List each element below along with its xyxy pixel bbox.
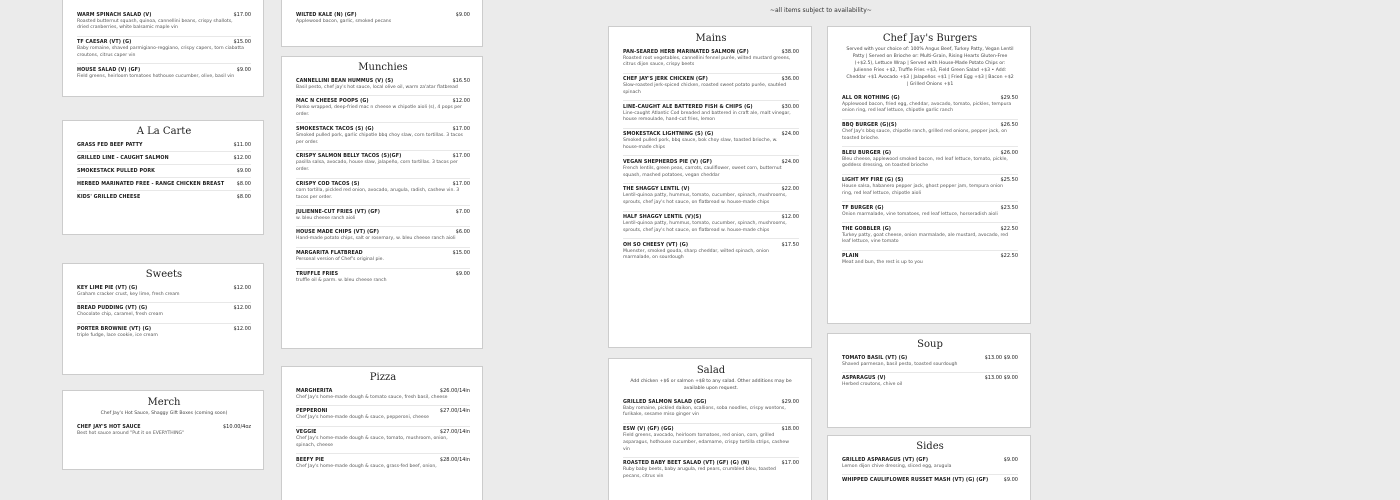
menu-item xyxy=(842,373,1018,393)
item-name: HERBED MARINATED FREE - RANGE CHICKEN BREAST xyxy=(77,181,225,187)
item-price: $16.50 xyxy=(452,77,470,84)
item-description: pasilla salsa, avocado, house slaw, jalapeño, corn tortillas. 3 tacos per order. xyxy=(296,160,458,173)
item-price: $9.00 xyxy=(236,66,251,73)
item-price: $12.00 xyxy=(233,154,251,161)
section-title: Sweets xyxy=(145,269,183,280)
menu-item xyxy=(623,129,799,157)
item-name: GRILLED ASPARAGUS (VT) (GF) xyxy=(842,457,929,463)
item-price: $13.00 $9.00 xyxy=(984,354,1018,361)
item-description: Lentil-quinoa patty, hummus, tomato, cucumber, spinach, mushrooms, sprouts, chef jay's hot sauce, on flatbread w. house-made chips xyxy=(623,193,787,206)
item-price: $28.00/14in xyxy=(439,456,470,463)
item-price: $26.00/14in xyxy=(439,387,470,394)
section-intro: Chef Jay's Hot Sauce, Shaggy Gift Boxes (coming soon) xyxy=(100,411,228,416)
item-price: $8.00 xyxy=(236,180,251,187)
item-price: $29.50 xyxy=(1000,94,1018,101)
item-price: $13.00 $9.00 xyxy=(984,375,1018,382)
item-name: BLEU BURGER (G) xyxy=(842,150,892,156)
item-description: Slow-roasted jerk-spiced chicken, roasted sweet potato purée, sautéed spinach xyxy=(623,83,787,95)
menu-item xyxy=(77,421,251,441)
item-description: Basil pesto, chef jay's hot sauce, local olive oil, warm za'atar flatbread xyxy=(296,84,458,90)
item-description: French lentils, green peas, carrots, cauliflower, sweet corn, butternut squash, mashed potatoes, vegan cheddar xyxy=(623,165,782,178)
item-description: Best hot sauce around "Put it on EVERYTHING" xyxy=(77,430,185,436)
item-description: Field greens, avocado, heirloom tomatoes, red onion, corn, grilled asparagus, hothouse cucumber, edamame, crispy tortilla strips, cashew vin xyxy=(623,433,789,452)
item-name: MAC N CHEESE POOPS (G) xyxy=(296,99,369,105)
item-price: $12.00 xyxy=(233,326,251,333)
item-description: Personal version of Chef's original pie. xyxy=(296,257,384,263)
availability-notice: ~all items subject to availability~ xyxy=(770,7,872,14)
menu-item xyxy=(296,75,470,96)
item-name: VEGAN SHEPHERDS PIE (V) (GF) xyxy=(623,159,713,165)
item-name: SMOKESTACK LIGHTNING (S) (G) xyxy=(623,132,714,138)
menu-item xyxy=(77,303,251,324)
item-description: Applewood bacon, fried egg, cheddar, avocado, tomato, pickles, tempura onion ring, red leaf lettuce, chipotle garlic ranch xyxy=(842,101,1012,114)
section-intro: Served with your choice of: 100% Angus Beef, Turkey Patty, Vegan Lentil Patty | Served on Brioche or: Multi-Grain, Rising Hearts Gluten-Free (+$2.5), Lettuce Wrap | Served with House-Made Potato Chips or: Julienne Fries +$2, Truffle Fries +$3, Field Green Salad +$3 • Add: Cheddar +$1 Avocado +$3 | Jalapeños +$1 | Fried Egg +$3 | Bacon +$2 | Grilled Onions +$1 xyxy=(846,47,1014,87)
item-description: Smoked pulled pork, bbq sauce, bok choy slaw, toasted brioche, w. house-made chips xyxy=(623,138,778,151)
menu-item xyxy=(296,454,470,474)
item-price: $9.00 xyxy=(236,167,251,174)
item-price: $12.00 xyxy=(233,305,251,312)
item-name: BBQ BURGER (G)(S) xyxy=(842,123,897,129)
menu-card xyxy=(281,56,483,349)
item-description: Muenster, smoked gouda, sharp cheddar, wilted spinach, onion marmalade, on sourdough xyxy=(623,248,769,261)
item-name: VEGGIE xyxy=(296,430,317,436)
menu-item xyxy=(77,64,251,84)
menu-item xyxy=(296,427,470,455)
item-description: Bleu cheese, applewood smoked bacon, red leaf lettuce, tomato, pickle, goddess dressing, on toasted brioche xyxy=(842,156,1008,169)
item-price: $9.00 xyxy=(455,271,470,278)
item-description: Lemon dijon chive dressing, sliced egg, arugula xyxy=(842,463,952,469)
menu-item xyxy=(296,206,470,227)
item-name: PAN-SEARED HERB MARINATED SALMON (GF) xyxy=(623,49,749,55)
menu-item xyxy=(842,352,1018,373)
item-description: Onion marmalade, vine tomatoes, red leaf lettuce, horseradish aioli xyxy=(842,211,998,217)
section-title: Mains xyxy=(695,33,727,44)
menu-item xyxy=(842,223,1018,251)
item-name: MARGARITA FLATBREAD xyxy=(296,251,363,257)
menu-item xyxy=(842,92,1018,120)
item-name: THE SHAGGY LENTIL (V) xyxy=(623,187,690,193)
menu-item xyxy=(77,37,251,65)
item-description: Line-caught Atlantic Cod breaded and battered in craft ale, malt vinegar, house remoulade, hand-cut fries, lemon xyxy=(623,110,791,123)
menu-item xyxy=(623,239,799,266)
item-price: $36.00 xyxy=(781,76,799,83)
menu-item xyxy=(77,178,251,191)
item-description: Field greens, heirloom tomatoes hothouse cucumber, olive, basil vin xyxy=(77,73,235,79)
menu-card xyxy=(281,0,483,47)
menu-card xyxy=(608,26,812,348)
item-description: Chef Jay's home-made dough & tomato sauce, fresh basil, cheese xyxy=(296,394,448,400)
menu-card xyxy=(62,263,264,375)
menu-item xyxy=(296,248,470,269)
item-description: Ruby baby beets, baby arugula, red pears, crumbled bleu, toasted pecans, citrus vin xyxy=(623,467,776,480)
item-name: PLAIN xyxy=(842,254,859,260)
item-description: Roasted root vegetables, cannellini fennel purée, wilted mustard greens, citrus dijon sauce, crispy beets xyxy=(623,55,791,68)
menu-item xyxy=(842,147,1018,175)
item-name: ESW (V) (GF) (GG) xyxy=(623,427,674,433)
menu-item xyxy=(77,282,251,303)
item-price: $23.50 xyxy=(1000,204,1018,211)
item-price: $26.50 xyxy=(1000,122,1018,129)
item-description: Chef Jay's home-made dough & sauce, tomato, mushroom, onion, spinach, cheese xyxy=(296,436,448,448)
menu-card xyxy=(281,366,483,500)
item-name: TRUFFLE FRIES xyxy=(296,272,339,278)
item-price: $15.00 xyxy=(233,39,251,46)
item-price: $17.00 xyxy=(452,181,470,188)
item-price: $27.00/14in xyxy=(439,408,470,415)
menu-item xyxy=(623,156,799,184)
item-name: CANNELLINI BEAN HUMMUS (V) (S) xyxy=(296,78,394,84)
menu-item xyxy=(77,9,251,37)
item-price: $15.00 xyxy=(452,250,470,257)
section-title: Soup xyxy=(917,339,943,350)
item-name: PEPPERONI xyxy=(296,409,328,415)
item-name: ROASTED BABY BEET SALAD (VT) (GF) (G) (N) xyxy=(623,461,750,467)
menu-item xyxy=(842,475,1018,487)
item-description: Roasted butternut squash, quinoa, cannellini beans, crispy shallots, dried cranberries, white balsamic maple vin xyxy=(77,18,233,31)
item-name: LIGHT MY FIRE (G) (S) xyxy=(842,178,904,184)
menu-card xyxy=(608,358,812,500)
item-price: $7.00 xyxy=(455,208,470,215)
item-price: $17.00 xyxy=(781,460,799,467)
item-name: TF CAESAR (VT) (G) xyxy=(77,40,132,46)
item-description: Applewood bacon, garlic, smoked pecans xyxy=(296,18,392,24)
item-name: OH SO CHEESY (VT) (G) xyxy=(623,242,689,248)
item-name: ASPARAGUS (V) xyxy=(842,376,886,382)
item-name: HOUSE SALAD (V) (GF) xyxy=(77,67,141,73)
item-price: $12.00 xyxy=(781,214,799,221)
item-price: $9.00 xyxy=(1003,477,1018,484)
item-description: Chocolate chip, caramel, fresh cream xyxy=(77,312,163,318)
menu-item xyxy=(623,101,799,129)
menu-item xyxy=(842,202,1018,223)
menu-card xyxy=(62,120,264,235)
menu-item xyxy=(296,9,470,29)
menu-item xyxy=(623,46,799,74)
item-name: LINE-CAUGHT ALE BATTERED FISH & CHIPS (G) xyxy=(623,104,753,110)
item-price: $17.00 xyxy=(233,11,251,18)
item-name: CHEF JAY'S HOT SAUCE xyxy=(77,424,141,430)
section-title: Sides xyxy=(916,441,944,452)
menu-item xyxy=(842,251,1018,271)
item-price: $12.00 xyxy=(233,284,251,291)
menu-item xyxy=(623,396,799,424)
item-description: Herbed croutons, chive oil xyxy=(842,382,903,388)
item-description: w. bleu cheese ranch aioli xyxy=(296,215,356,221)
menu-card xyxy=(62,390,264,470)
item-price: $8.00 xyxy=(236,193,251,200)
menu-item xyxy=(623,424,799,458)
item-name: MARGHERITA xyxy=(296,388,333,394)
menu-item xyxy=(296,123,470,151)
menu-item xyxy=(77,152,251,165)
item-name: KIDS' GRILLED CHEESE xyxy=(77,194,141,200)
item-description: Panko wrapped, deep-fried mac n cheese w chipotle aioli (s), 4 pops per order. xyxy=(296,105,462,118)
menu-card xyxy=(62,0,264,97)
item-description: House salsa, habanero pepper jack, ghost pepper jam, tempura onion ring, red leaf lettuce, chipotle aioli xyxy=(842,184,1004,197)
item-price: $27.00/14in xyxy=(439,429,470,436)
item-price: $24.00 xyxy=(781,131,799,138)
item-description: Baby romaine, shaved parmigiano-reggiano, crispy capers, torn ciabatta croutons, citrus caper vin xyxy=(77,46,244,58)
item-name: CRISPY COD TACOS (S) xyxy=(296,182,360,188)
item-description: Meat and bun, the rest is up to you xyxy=(842,260,923,266)
item-price: $10.00/4oz xyxy=(222,423,251,430)
item-name: THE GOBBLER (G) xyxy=(842,226,892,232)
item-name: ALL OR NOTHING (G) xyxy=(842,95,900,101)
section-title: Merch xyxy=(147,397,181,408)
menu-item xyxy=(77,139,251,152)
item-price: $22.00 xyxy=(781,186,799,193)
item-name: BREAD PUDDING (VT) (G) xyxy=(77,306,148,312)
item-description: Lentil-quinoa patty, hummus, tomato, cucumber, spinach, mushrooms, sprouts, chef jay's hot sauce, on flatbread w. house-made chips xyxy=(623,221,787,233)
menu-item xyxy=(842,120,1018,148)
menu-item xyxy=(296,179,470,207)
item-description: Smoked pulled pork, garlic chipotle bbq choy slaw, corn tortillas. 3 tacos per order. xyxy=(296,132,463,145)
menu-item xyxy=(623,74,799,102)
item-name: GRILLED LINE - CAUGHT SALMON xyxy=(77,155,169,161)
menu-card xyxy=(827,435,1031,500)
item-price: $38.00 xyxy=(781,48,799,55)
menu-item xyxy=(842,454,1018,475)
item-name: KEY LIME PIE (VT) (G) xyxy=(77,285,138,291)
section-title: A La Carte xyxy=(136,126,192,137)
item-price: $25.50 xyxy=(1000,177,1018,184)
item-price: $12.00 xyxy=(452,98,470,105)
item-description: triple fudge, lace cookie, ice cream xyxy=(77,333,158,339)
section-title: Salad xyxy=(696,365,726,376)
item-name: GRILLED SALMON SALAD (GG) xyxy=(623,399,707,405)
item-price: $22.50 xyxy=(1000,253,1018,260)
section-title: Munchies xyxy=(358,62,408,73)
menu-item xyxy=(296,385,470,406)
item-price: $30.00 xyxy=(781,103,799,110)
item-name: BEEFY PIE xyxy=(296,457,325,463)
item-description: Turkey patty, goat cheese, onion marmalade, ale mustard, avocado, red leaf lettuce, vine tomato xyxy=(842,232,1009,245)
item-name: WARM SPINACH SALAD (V) xyxy=(77,12,152,18)
item-price: $17.00 xyxy=(452,125,470,132)
item-name: CRISPY SALMON BELLY TACOS (S)(GF) xyxy=(296,154,402,160)
menu-item xyxy=(296,96,470,124)
item-name: JULIENNE-CUT FRIES (VT) (GF) xyxy=(296,209,381,215)
item-price: $9.00 xyxy=(1003,456,1018,463)
menu-card xyxy=(827,26,1031,324)
item-description: Graham cracker crust, key lime, fresh cream xyxy=(77,291,180,297)
menu-item xyxy=(77,165,251,178)
item-price: $11.00 xyxy=(233,141,251,148)
item-price: $17.00 xyxy=(452,153,470,160)
menu-item xyxy=(623,458,799,485)
item-name: SMOKESTACK PULLED PORK xyxy=(77,168,155,174)
menu-item xyxy=(296,406,470,427)
section-title: Pizza xyxy=(369,372,397,383)
menu-item xyxy=(77,191,251,203)
item-price: $26.00 xyxy=(1000,149,1018,156)
item-price: $9.00 xyxy=(455,11,470,18)
item-description: corn tortilla, pickled red onion, avocado, arugula, radish, cashew vin. 3 tacos per order. xyxy=(296,188,460,200)
item-name: TOMATO BASIL (VT) (G) xyxy=(842,355,908,361)
item-description: Shaved parmesan, basil pesto, toasted sourdough xyxy=(842,361,958,367)
menu-item xyxy=(296,269,470,289)
item-name: SMOKESTACK TACOS (S) (G) xyxy=(296,126,374,132)
item-price: $24.00 xyxy=(781,158,799,165)
item-price: $18.00 xyxy=(781,426,799,433)
item-name: WILTED KALE (N) (GF) xyxy=(296,12,357,18)
item-description: truffle oil & parm. w. bleu cheese ranch xyxy=(296,278,387,284)
section-title: Chef Jay's Burgers xyxy=(882,33,978,44)
item-description: Chef Jay's home-made dough & sauce, pepperoni, cheese xyxy=(296,415,429,421)
item-name: GRASS FED BEEF PATTY xyxy=(77,142,143,148)
item-description: Baby romaine, pickled daikon, scallions, soba noodles, crispy wontons, furikake, sesame miso ginger vin xyxy=(623,405,786,418)
item-name: PORTER BROWNIE (VT) (G) xyxy=(77,327,152,333)
menu-item xyxy=(842,175,1018,203)
item-price: $17.50 xyxy=(781,241,799,248)
item-name: HALF SHAGGY LENTIL (V)(S) xyxy=(623,215,702,221)
item-description: Hand-made potato chips, salt or rosemary, w. bleu cheese ranch aioli xyxy=(296,236,456,242)
item-name: CHEF JAY'S JERK CHICKEN (GF) xyxy=(623,77,708,83)
menu-item xyxy=(77,324,251,344)
menu-card xyxy=(827,333,1031,428)
item-description: Chef Jay's home-made dough & sauce, grass-fed beef, onion, xyxy=(296,463,437,469)
item-name: TF BURGER (G) xyxy=(842,205,884,211)
item-price: $22.50 xyxy=(1000,225,1018,232)
section-intro: Add chicken +$6 or salmon +$8 to any salad. Other additions may be available upon request. xyxy=(630,379,792,391)
menu-item xyxy=(623,184,799,212)
menu-item xyxy=(623,212,799,240)
item-price: $29.00 xyxy=(781,398,799,405)
item-price: $6.00 xyxy=(455,229,470,236)
menu-item xyxy=(296,227,470,248)
item-name: WHIPPED CAULIFLOWER RUSSET MASH (VT) (G) (GF) xyxy=(842,478,989,484)
item-name: HOUSE MADE CHIPS (VT) (GF) xyxy=(296,230,380,236)
menu-item xyxy=(296,151,470,179)
item-description: Chef Jay's bbq sauce, chipotle ranch, grilled red onions, pepper jack, on toasted brioche. xyxy=(842,129,1007,141)
